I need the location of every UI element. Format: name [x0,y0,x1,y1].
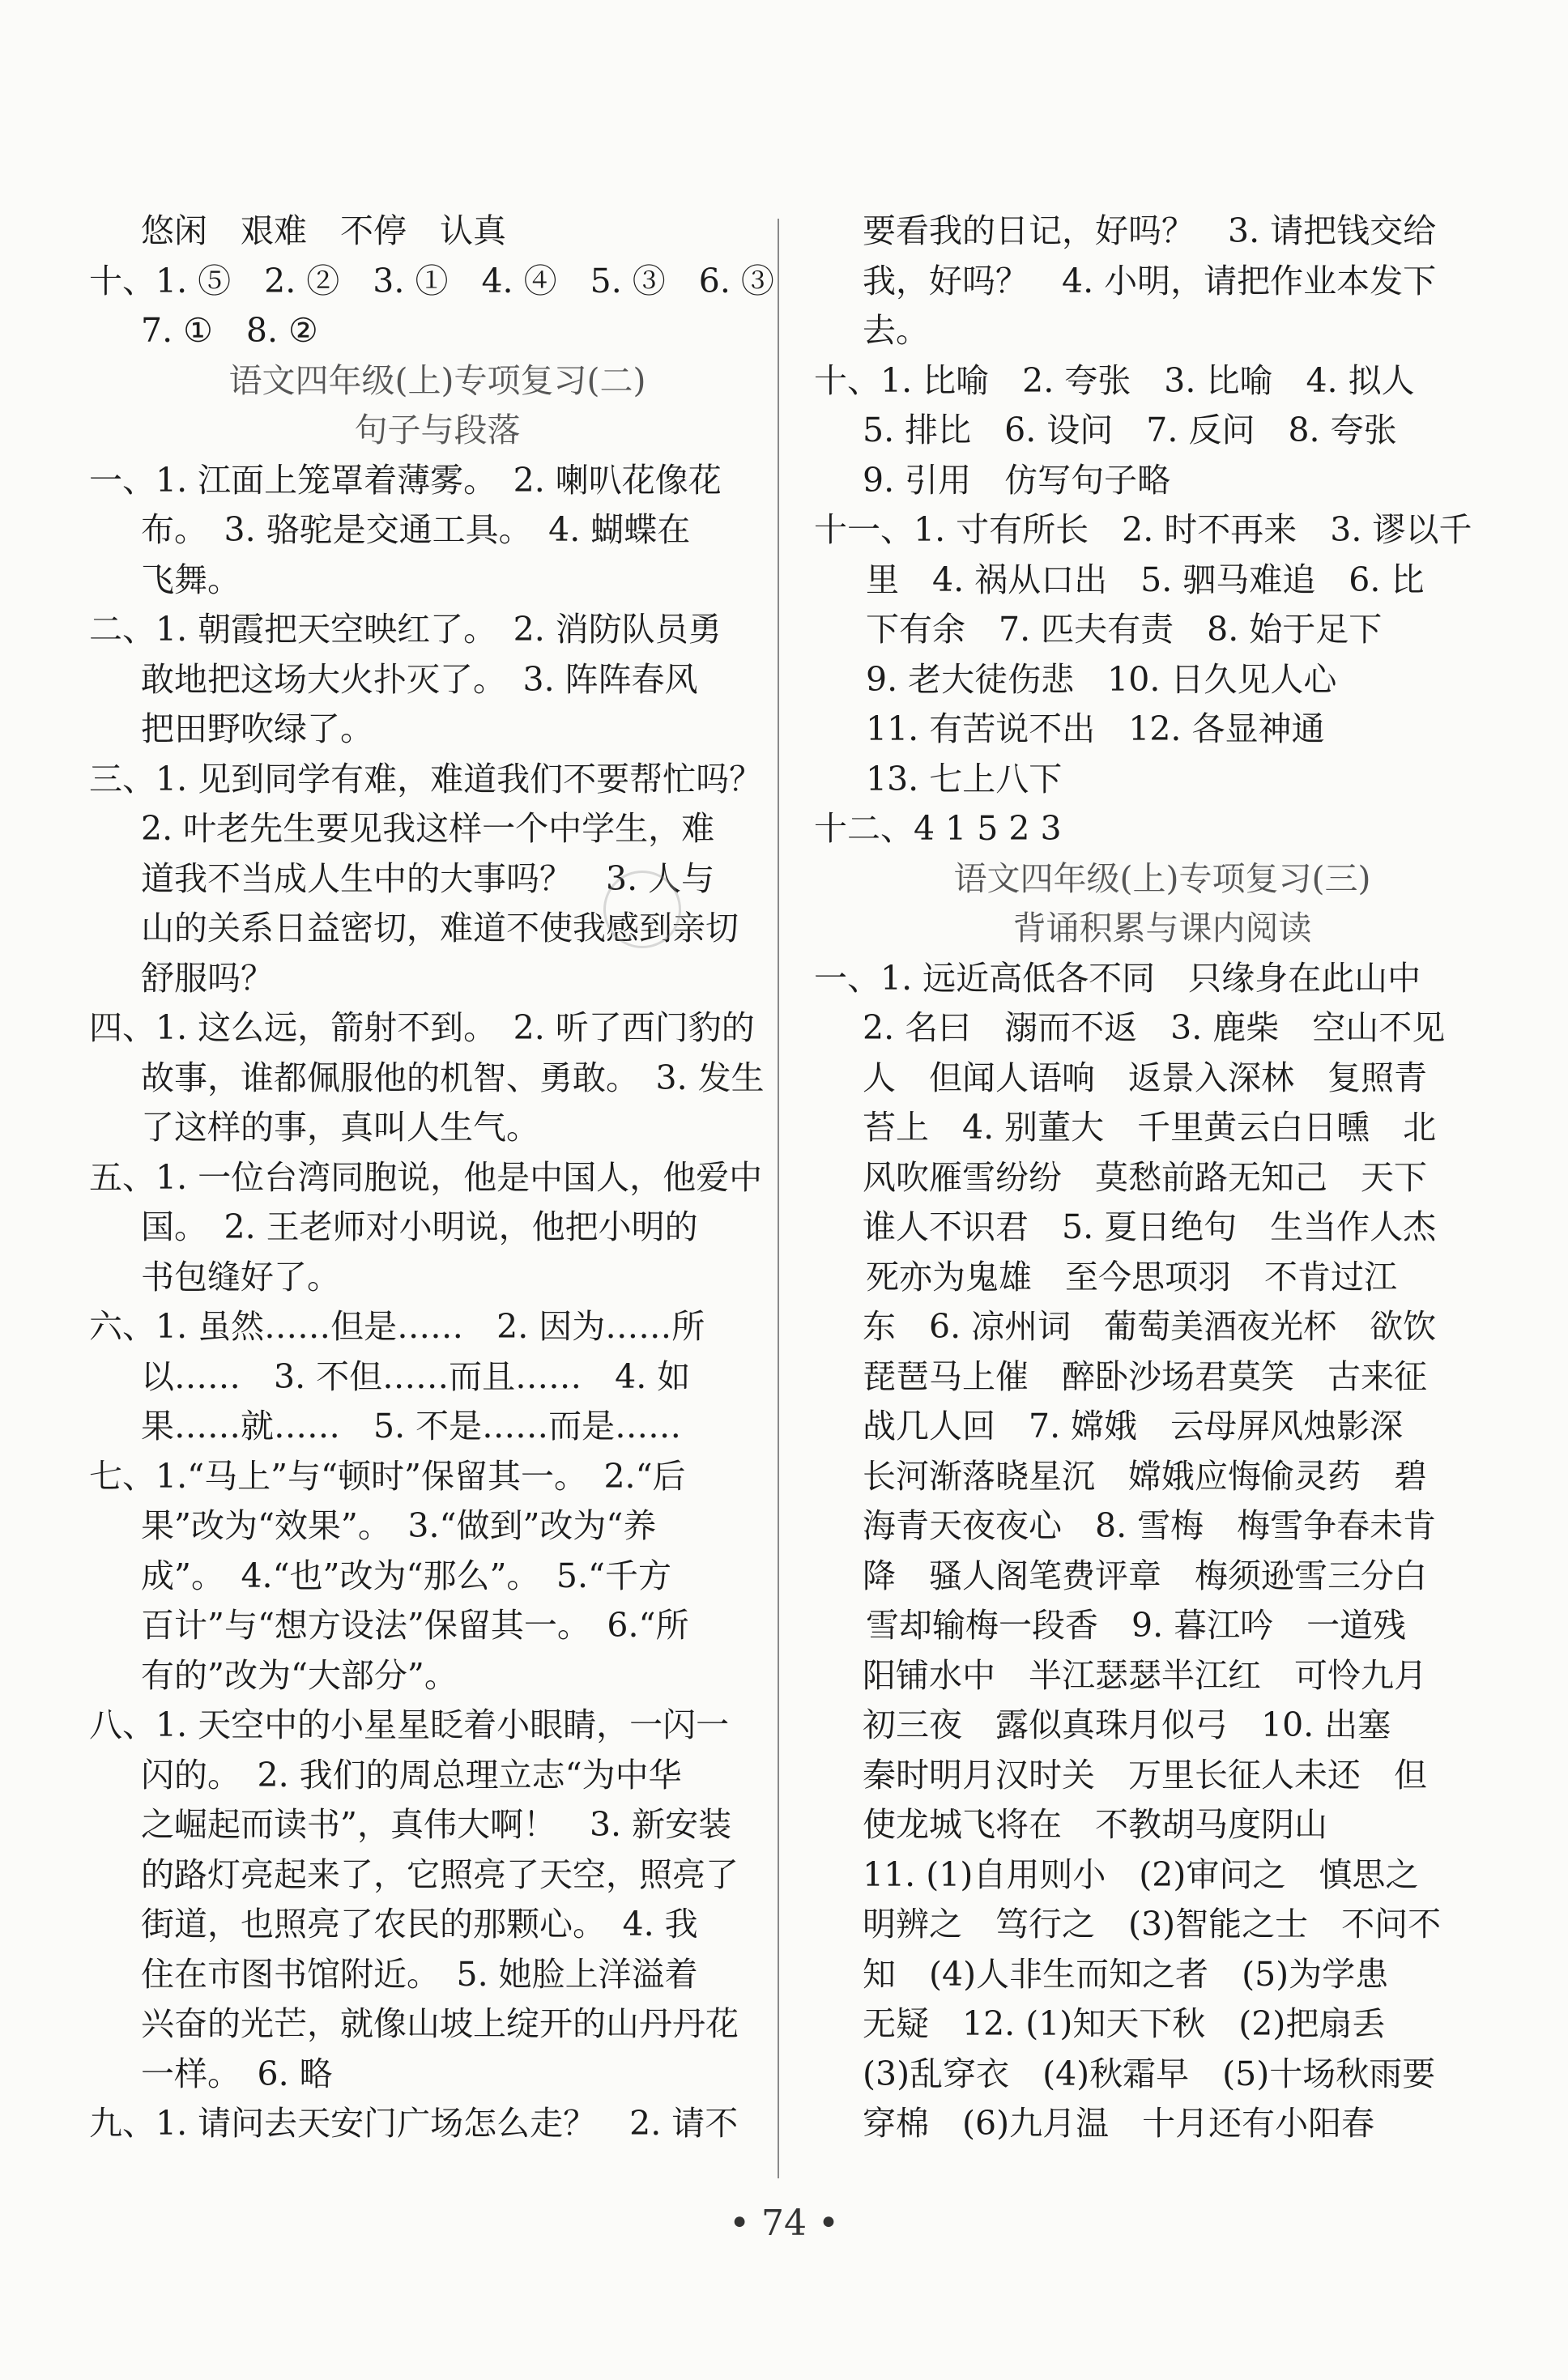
right-column [814,206,1510,2149]
answer-line: 战几人回 7. 嫦娥 云母屏风烛影深 [863,1407,1404,1445]
answer-line: 兴奋的光芒，就像山坡上绽开的山丹丹花 [141,2004,739,2043]
answer-line: 九、1. 请问去天安门广场怎么走？ 2. 请不 [89,2104,739,2143]
answer-line: 11. 有苦说不出 12. 各显神通 [866,709,1325,748]
answer-line: 的路灯亮起来了，它照亮了天空，照亮了 [141,1854,739,1894]
section-heading: 背诵积累与课内阅读 [1012,909,1312,947]
section-heading: 句子与段落 [354,411,521,449]
answer-line: 5. 排比 6. 设问 7. 反问 8. 夸张 [863,411,1397,449]
answer-line: 三、1. 见到同学有难，难道我们不要帮忙吗？ [89,759,763,798]
answer-line: 国。 2. 王老师对小明说，他把小明的 [141,1207,698,1246]
answer-line: 降 骚人阁笔费评章 梅须逊雪三分白 [863,1556,1427,1595]
watermark-stamp [603,871,681,948]
answer-line: 飞舞。 [141,560,241,599]
answer-line: 百计”与“想方设法”保留其一。 6.“所 [141,1606,689,1645]
column-divider [778,219,779,2178]
answer-line: 敢地把这场大火扑灭了。 3. 阵阵春风 [141,659,698,699]
answer-line: 琵琶马上催 醉卧沙场君莫笑 古来征 [863,1356,1427,1396]
answer-line: 了这样的事，真叫人生气。 [141,1108,539,1147]
answer-line: 故事，谁都佩服他的机智、勇敢。 3. 发生 [141,1058,765,1097]
answer-line: 东 6. 凉州词 葡萄美酒夜光杯 欲饮 [863,1307,1437,1346]
answer-line: 使龙城飞将在 不教胡马度阴山 [863,1805,1327,1844]
answer-line: 有的”改为“大部分”。 [141,1655,458,1695]
answer-line: 街道，也照亮了农民的那颗心。 4. 我 [141,1905,698,1944]
left-column [89,206,786,2149]
answer-line: 舒服吗？ [141,958,274,998]
answer-line: 五、1. 一位台湾同胞说，他是中国人，他爱中 [89,1157,763,1197]
answer-line: 知 (4)人非生而知之者 (5)为学患 [863,1954,1389,1994]
section-heading: 语文四年级(上)专项复习(三) [953,858,1371,898]
answer-line: 闪的。 2. 我们的周总理立志“为中华 [141,1755,682,1795]
answer-line: (3)乱穿衣 (4)秋霜早 (5)十场秋雨要 [863,2054,1436,2093]
answer-line: 海青天夜夜心 8. 雪梅 梅雪争春未肯 [863,1506,1437,1545]
answer-line: 道我不当成人生中的大事吗？ 3. 人与 [141,858,715,898]
answer-line: 阳铺水中 半江瑟瑟半江红 可怜九月 [863,1655,1427,1695]
answer-line: 十一、1. 寸有所长 2. 时不再来 3. 谬以千 [814,510,1472,549]
answer-line: 果”改为“效果”。 3.“做到”改为“养 [141,1506,657,1545]
answer-line: 明辨之 笃行之 (3)智能之士 不问不 [863,1905,1442,1944]
answer-line: 里 4. 祸从口出 5. 驷马难追 6. 比 [866,560,1425,599]
answer-line: 十二、4 1 5 2 3 [814,809,1062,848]
answer-line: 人 但闻人语响 返景入深林 复照青 [863,1058,1427,1097]
answer-line: 果……就…… 5. 不是……而是…… [141,1407,682,1445]
answer-line: 六、1. 虽然……但是…… 2. 因为……所 [89,1307,705,1346]
answer-line: 13. 七上八下 [866,759,1063,798]
answer-line: 十、1. ⑤ 2. ② 3. ① 4. ④ 5. ③ 6. ③ [89,261,774,300]
answer-line: 谁人不识君 5. 夏日绝句 生当作人杰 [863,1207,1437,1246]
answer-line: 二、1. 朝霞把天空映红了。 2. 消防队员勇 [89,610,722,649]
answer-line: 布。 3. 骆驼是交通工具。 4. 蝴蝶在 [141,510,691,549]
answer-line: 去。 [863,311,929,350]
answer-line: 一、1. 江面上笼罩着薄雾。 2. 喇叭花像花 [89,460,722,500]
answer-line: 八、1. 天空中的小星星眨着小眼睛，一闪一 [89,1705,730,1744]
answer-line: 住在市图书馆附近。 5. 她脸上洋溢着 [141,1954,698,1994]
answer-line: 7. ① 8. ② [141,311,318,350]
answer-line: 死亦为鬼雄 至今思项羽 不肯过江 [866,1257,1397,1296]
answer-line: 下有余 7. 匹夫有责 8. 始于足下 [866,610,1383,649]
answer-line: 山的关系日益密切，难道不使我感到亲切 [141,909,739,947]
answer-line: 长河渐落晓星沉 嫦娥应悔偷灵药 碧 [863,1456,1427,1496]
answer-line: 9. 引用 仿写句子略 [863,460,1171,500]
answer-line: 2. 名曰 溺而不返 3. 鹿柴 空山不见 [863,1008,1446,1047]
answer-line: 书包缝好了。 [141,1257,340,1296]
answer-line: 2. 叶老先生要见我这样一个中学生，难 [141,809,715,848]
answer-line: 9. 老大徒伤悲 10. 日久见人心 [866,659,1337,699]
answer-line: 11. (1)自用则小 (2)审问之 慎思之 [863,1854,1419,1894]
section-heading: 语文四年级(上)专项复习(二) [228,360,646,400]
answer-line: 七、1.“马上”与“顿时”保留其一。 2.“后 [89,1456,686,1496]
page-number: • 74 • [729,2203,839,2244]
answer-line: 四、1. 这么远，箭射不到。 2. 听了西门豹的 [89,1008,755,1047]
answer-line: 我，好吗？ 4. 小明，请把作业本发下 [863,261,1437,300]
answer-line: 无疑 12. (1)知天下秋 (2)把扇丢 [863,2004,1386,2043]
answer-line: 十、1. 比喻 2. 夸张 3. 比喻 4. 拟人 [814,360,1415,400]
answer-line: 风吹雁雪纷纷 莫愁前路无知己 天下 [863,1157,1427,1197]
answer-line: 雪却输梅一段香 9. 暮江吟 一道残 [866,1606,1407,1645]
answer-line: 要看我的日记，好吗？ 3. 请把钱交给 [863,211,1437,250]
answer-line: 一、1. 远近高低各不同 只缘身在此山中 [814,958,1421,998]
answer-line: 成”。 4.“也”改为“那么”。 5.“千方 [141,1556,671,1595]
answer-line: 把田野吹绿了。 [141,709,373,748]
answer-line: 初三夜 露似真珠月似弓 10. 出塞 [863,1705,1391,1744]
answer-line: 悠闲 艰难 不停 认真 [141,211,506,250]
answer-line: 一样。 6. 略 [141,2054,333,2093]
answer-line: 以…… 3. 不但……而且…… 4. 如 [141,1356,691,1396]
answer-line: 苔上 4. 别董大 千里黄云白日曛 北 [863,1108,1437,1147]
answer-line: 秦时明月汉时关 万里长征人未还 但 [863,1755,1427,1795]
answer-line: 之崛起而读书”，真伟大啊！ 3. 新安装 [141,1805,732,1844]
answer-line: 穿棉 (6)九月温 十月还有小阳春 [863,2104,1375,2143]
